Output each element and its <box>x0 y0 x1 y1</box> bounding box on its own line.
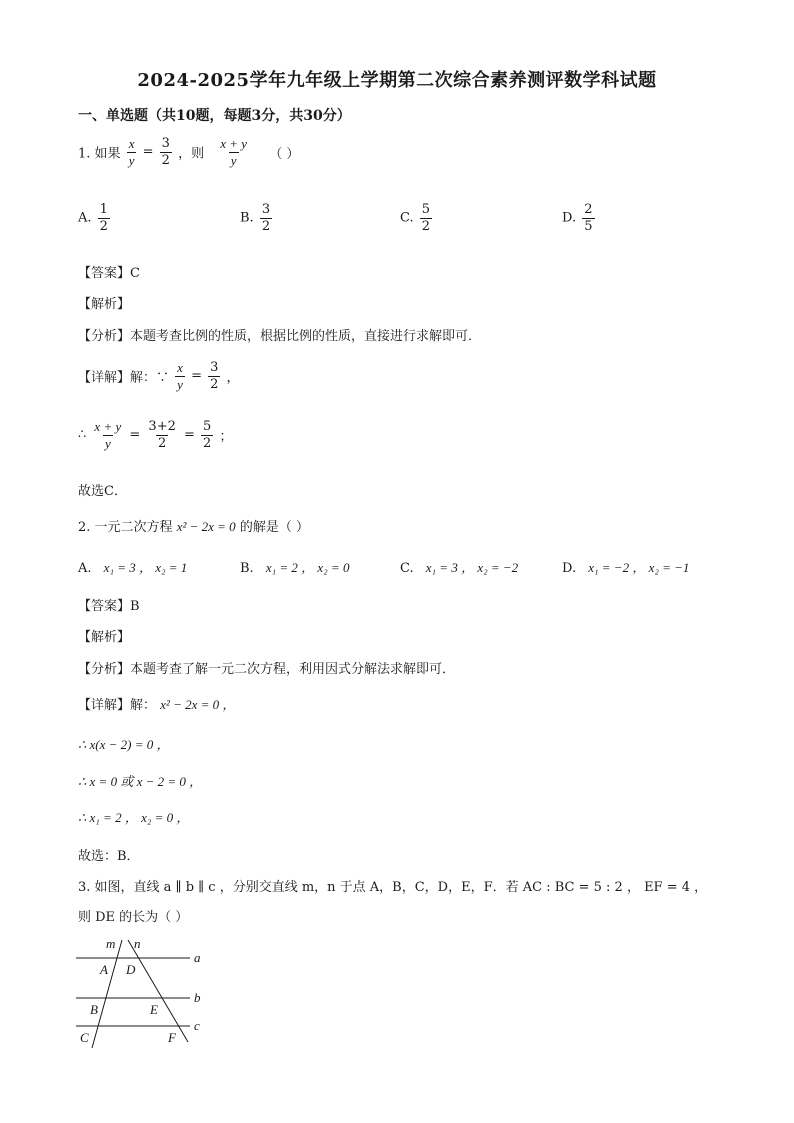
q1-option-d-frac: $\frac{2}{5}$ <box>584 202 593 234</box>
q1-conclusion: 故选C． <box>78 484 127 499</box>
q2-option-d: D. x₁ = −2 ， x₂ = −1 <box>562 560 690 576</box>
label-E: E <box>150 1002 158 1017</box>
q1-option-b: B. $\frac{3}{2}$ <box>240 202 271 234</box>
line-m <box>92 940 122 1048</box>
q2-option-c: C. x₁ = 3 ， x₂ = −2 <box>400 560 519 576</box>
q1-step-frac-2: $\frac{3+2}{2}$ <box>148 419 176 451</box>
label-B: B <box>90 1002 98 1017</box>
q2-conclusion: 故选：B． <box>78 849 140 864</box>
q1-answer: 【答案】C <box>78 266 140 281</box>
q1-option-d: D. $\frac{2}{5}$ <box>562 202 593 234</box>
label-a: a <box>194 950 201 965</box>
q1-detail-ratio: $\frac{3}{2}$ <box>210 360 219 392</box>
line-n <box>128 940 188 1042</box>
label-c: c <box>194 1018 200 1033</box>
q2-stem: 2. 一元二次方程 x² − 2x = 0 的解是（ ） <box>78 519 309 535</box>
label-D: D <box>126 962 136 977</box>
q1-stem: 1. 如果 $\frac{x}{y}$ = $\frac{3}{2}$ ，则 $\frac{x + y}{y}$ （ ） <box>78 136 300 168</box>
q1-detail: 【详解】解：∵ $\frac{x}{y}$ = $\frac{3}{2}$ ， <box>78 360 240 392</box>
q1-ask-frac: $\frac{x + y}{y}$ <box>220 136 248 168</box>
q1-option-a: A. $\frac{1}{2}$ <box>78 202 108 234</box>
page-title: 2024-2025学年九年级上学期第二次综合素养测评数学科试题 <box>137 70 657 91</box>
q1-detail-frac: $\frac{x}{y}$ <box>177 360 183 392</box>
q2-option-b: B. x₁ = 2 ， x₂ = 0 <box>240 560 350 576</box>
q3-stem-line-2: 则 DE 的长为（ ） <box>78 910 189 925</box>
q2-option-a: A. x₁ = 3 ， x₂ = 1 <box>78 560 188 576</box>
parallel-lines-figure <box>70 934 220 1050</box>
q2-analysis-tag: 【解析】 <box>78 630 131 645</box>
label-C: C <box>80 1030 89 1045</box>
q1-fenxi: 【分析】本题考查比例的性质，根据比例的性质，直接进行求解即可． <box>78 329 482 344</box>
section-header: 一、单选题（共10题，每题3分，共30分） <box>78 108 351 124</box>
q1-option-a-frac: $\frac{1}{2}$ <box>99 202 108 234</box>
q1-option-c-frac: $\frac{5}{2}$ <box>421 202 431 234</box>
q2-fenxi: 【分析】本题考查了解一元二次方程，利用因式分解法求解即可． <box>78 662 456 677</box>
label-A: A <box>100 962 108 977</box>
q1-prefix: 1. 如果 <box>78 146 121 162</box>
q1-step-frac-1: $\frac{x + y}{y}$ <box>94 419 122 451</box>
q1-step: ∴ $\frac{x + y}{y}$ = $\frac{3+2}{2}$ = $\frac{5}{2}$ ； <box>78 419 233 451</box>
q1-analysis-tag: 【解析】 <box>78 297 131 312</box>
q1-given-frac: $\frac{x}{y}$ <box>128 136 135 168</box>
label-n: n <box>134 936 141 951</box>
label-m: m <box>106 936 116 951</box>
q1-mid: ，则 <box>178 146 205 162</box>
q1-blank: （ ） <box>269 146 300 162</box>
q1-option-c: C. $\frac{5}{2}$ <box>400 202 431 234</box>
q2-answer: 【答案】B <box>78 599 140 614</box>
q1-given-ratio: $\frac{3}{2}$ <box>161 136 170 168</box>
q1-option-b-frac: $\frac{3}{2}$ <box>261 202 271 234</box>
q2-step-1: ∴ x(x − 2) = 0 ， <box>78 737 170 752</box>
q3-stem-line-1: 3. 如图，直线 a ∥ b ∥ c ，分别交直线 m，n 于点 A，B，C，D，E，F．若 AC : BC = 5 : 2 ， EF = 4 ， <box>78 880 708 895</box>
label-F: F <box>168 1030 176 1045</box>
q1-step-frac-3: $\frac{5}{2}$ <box>203 419 212 451</box>
q2-step-2: ∴ x = 0 或 x − 2 = 0 ， <box>78 774 203 789</box>
label-b: b <box>194 990 201 1005</box>
q2-detail: 【详解】解： x² − 2x = 0 ， <box>78 697 236 713</box>
q2-step-3: ∴ x₁ = 2 ， x₂ = 0 ， <box>78 810 190 825</box>
